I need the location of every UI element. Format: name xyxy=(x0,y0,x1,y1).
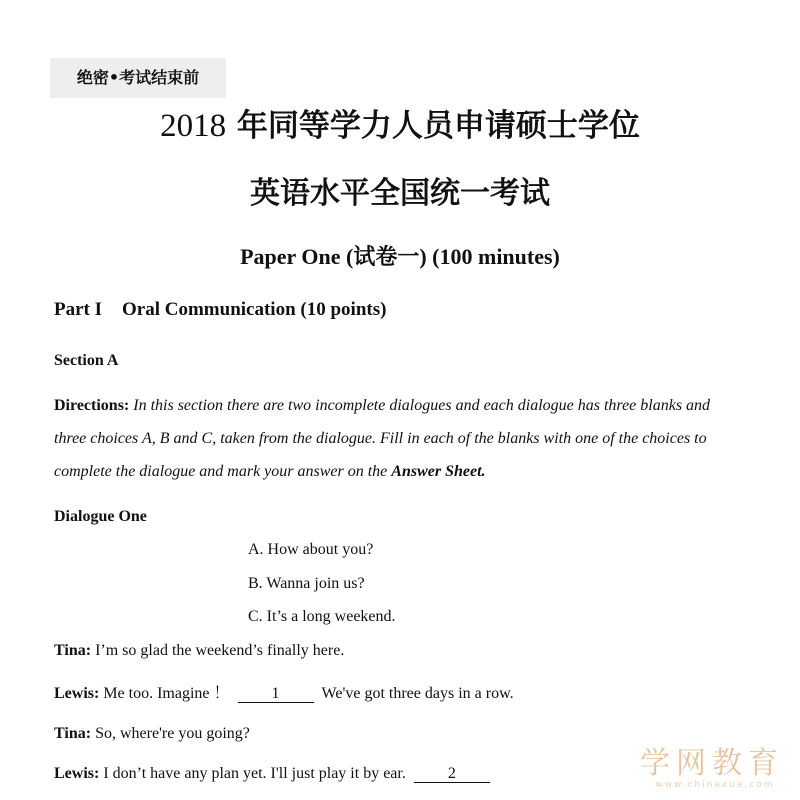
directions-line-2: three choices A, B and C, taken from the dialogue. Fill in each of the blanks with one of the choices to xyxy=(54,430,707,447)
line-text: I’m so glad the weekend’s finally here. xyxy=(95,642,345,659)
directions-line-1 xyxy=(54,397,710,415)
watermark-logo xyxy=(640,738,790,793)
paper-title: Paper One (试卷一) (100 minutes) xyxy=(240,244,560,269)
part-name: Oral Communication (10 points) xyxy=(122,299,387,320)
watermark-text: 学网教育 xyxy=(640,746,784,781)
directions-text-3: complete the dialogue and mark your answer on the xyxy=(54,463,388,480)
confidential-label: 绝密•考试结束前 xyxy=(50,58,226,98)
exam-year: 2018 xyxy=(160,108,227,144)
exam-title-line2: 英语水平全国统一考试 xyxy=(250,176,550,211)
choice-c: C. It’s a long weekend. xyxy=(248,608,396,625)
watermark-url: www.chinaxue.com xyxy=(655,780,775,790)
section-heading: Section A xyxy=(54,352,119,369)
dialogue-line xyxy=(54,642,344,660)
answer-blank-2: 2 xyxy=(414,766,490,783)
choice-b: B. Wanna join us? xyxy=(248,575,365,592)
directions-line-3 xyxy=(54,463,486,481)
speaker-name: Tina: xyxy=(54,642,92,659)
answer-blank-1: 1 xyxy=(238,686,314,703)
dialogue-line xyxy=(54,680,514,703)
speaker-name: Lewis: xyxy=(54,765,100,782)
dialogue-title: Dialogue One xyxy=(54,508,147,525)
directions-text-1: In this section there are two incomplete dialogues and each dialogue has three blanks and xyxy=(133,397,711,414)
line-text: So, where're you going? xyxy=(95,725,250,742)
speaker-name: Lewis: xyxy=(54,685,100,702)
speaker-name: Tina: xyxy=(54,725,92,742)
exam-title-line1 xyxy=(0,100,800,145)
choice-a: A. How about you? xyxy=(248,541,374,558)
dialogue-line xyxy=(54,765,490,783)
directions-label: Directions: xyxy=(54,397,130,414)
exam-title-text: 年同等学力人员申请硕士学位 xyxy=(236,108,640,144)
line-text: Me too. Imagine ！ xyxy=(103,685,230,702)
part-heading xyxy=(54,299,386,321)
line-text: I don’t have any plan yet. I'll just play it by ear. xyxy=(103,765,406,782)
part-number: Part I xyxy=(54,299,103,320)
answer-sheet-text: Answer Sheet. xyxy=(391,463,486,480)
dialogue-line xyxy=(54,725,250,743)
line-text: We've got three days in a row. xyxy=(321,685,514,702)
